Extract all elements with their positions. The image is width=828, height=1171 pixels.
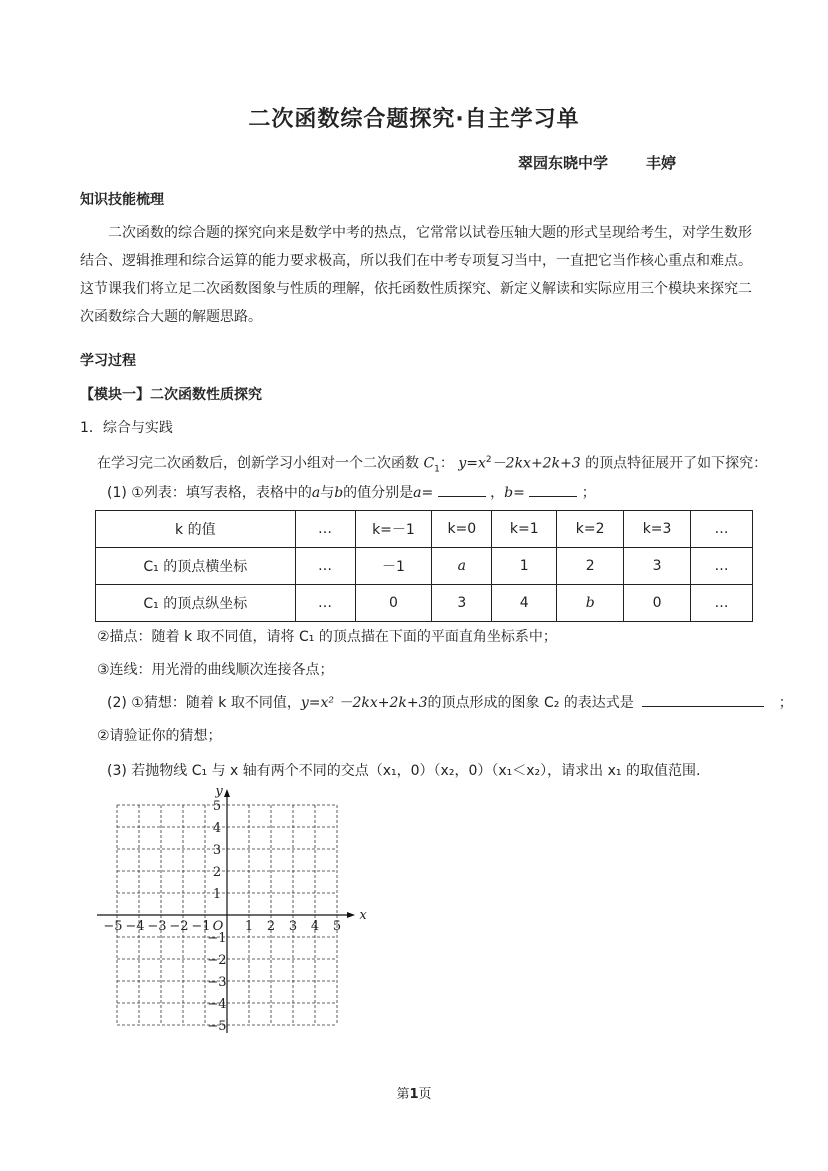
table-header-row [96,511,753,548]
var-a: a [311,485,321,501]
author-school: 翠园东晓中学 [518,154,609,172]
table-header-cell: k=2 [557,511,624,548]
question-intro [97,447,767,482]
footer-pre: 第 [396,1087,410,1102]
intro-paragraph [80,219,752,331]
table-row [96,585,753,622]
answer-blank-a[interactable] [438,482,486,497]
page-footer [0,1083,828,1102]
part1-mid: 的值分别是 [343,485,414,501]
x-tick-label: 2 [266,919,276,934]
step3-text: ③连线：用光滑的曲线顺次连接各点； [97,662,334,678]
section-heading-process: 学习过程 [80,353,136,369]
table-cell: a [432,548,492,585]
table-header-cell: k 的值 [96,511,296,548]
formula-x: =x [466,455,486,472]
x-axis-arrow [347,912,355,918]
formula-y: y [458,455,467,472]
table-cell: … [295,548,355,585]
x-tick-label: 3 [288,919,298,934]
part1-comma: ， [490,485,505,501]
answer-blank-c2[interactable] [642,692,764,707]
part2-formula: y=x² －2kx+2k+3 [300,695,428,711]
intro-colon: ： [439,455,454,472]
table-header-cell: k=3 [624,511,691,548]
x-tick-label: 1 [244,919,254,934]
step2-text: ②描点：随着 k 取不同值，请将 C₁ 的顶点描在下面的平面直角坐标系中； [97,629,557,645]
page-title: 二次函数综合题探究·自主学习单 [248,107,580,132]
intro-post: 的顶点特征展开了如下探究： [585,455,768,472]
table-cell: 2 [557,548,624,585]
y-axis-label: y [215,784,223,799]
table-header-cell: k=0 [432,511,492,548]
table-cell: 0 [624,585,691,622]
table-cell: … [691,585,753,622]
x-tick-label: 4 [310,919,320,934]
intro-pre: 在学习完二次函数后，创新学习小组对一个二次函数 [97,455,419,472]
section-heading-knowledge: 知识技能梳理 [80,192,164,208]
part2-verify: ②请验证你的猜想； [97,728,222,744]
y-tick-label: −4 [207,997,227,1012]
table-cell: 4 [492,585,557,622]
table-header-cell: k=1 [492,511,557,548]
x-tick-label: −1 [191,919,211,934]
part2-pre: (2) ①猜想：随着 k 取不同值， [107,695,301,711]
y-tick-label: 1 [212,887,222,902]
y-tick-label: −1 [207,931,227,946]
author-line [518,152,676,173]
coordinate-grid [95,775,370,1040]
footer-post: 页 [418,1087,432,1102]
part2-post: 的顶点形成的图象 C₂ 的表达式是 [427,695,634,711]
formula-exp: 2 [485,455,492,465]
page-number: 1 [409,1087,419,1102]
coordinate-grid-svg [95,775,370,1040]
table-header-cell: k=－1 [355,511,432,548]
x-axis-label: x [359,908,367,923]
part1-and: 与 [320,485,335,501]
question-title: 1．综合与实践 [80,420,173,436]
x-tick-label: 5 [332,919,342,934]
table-cell: 1 [492,548,557,585]
table-cell: －1 [355,548,432,585]
y-tick-label: 4 [212,821,222,836]
a-equals: a= [413,485,434,501]
table-cell: 3 [624,548,691,585]
table-cell: … [295,585,355,622]
y-tick-label: 2 [212,865,222,880]
table-header-cell: … [295,511,355,548]
table-cell: 0 [355,585,432,622]
answer-blank-b[interactable] [529,482,577,497]
var-b: b [334,485,344,501]
value-table [95,510,753,622]
table-cell: b [557,585,624,622]
table-cell: 3 [432,585,492,622]
part2-end: ； [778,695,793,711]
part1-end: ； [581,485,596,501]
y-tick-label: −3 [207,975,227,990]
part3-text: (3) 若抛物线 C₁ 与 x 轴有两个不同的交点（x₁，0）（x₂，0）（x₁＜x₂），请求出 x₁ 的取值范围. [107,763,701,779]
y-tick-label: −5 [207,1019,227,1034]
part1-line [107,480,596,506]
module-heading: 【模块一】二次函数性质探究 [80,387,262,403]
curve-sub: 1 [434,464,440,475]
y-axis-arrow [224,789,230,797]
x-tick-label: −2 [169,919,189,934]
curve-name: C [423,455,435,472]
table-row [96,548,753,585]
y-tick-label: 3 [212,843,222,858]
author-name: 丰婷 [646,154,677,172]
x-tick-label: −5 [103,919,123,934]
x-tick-label: −3 [147,919,167,934]
table-header-cell: … [691,511,753,548]
part2-guess [107,690,793,716]
y-tick-label: 5 [212,799,222,814]
table-cell: … [691,548,753,585]
intro-text: 二次函数的综合题的探究向来是数学中考的热点，它常常以试卷压轴大题的形式呈现给考生，对学生数形结合、逻辑推理和综合运算的能力要求极高，所以我们在中考专项复习当中，一直把它当作核心重点和难点。这节课我们将立足二次函数图象与性质的理解，依托函数性质探究、新定义解读和实际应用三个模块来探究二次函数综合大题的解题思路。 [80,225,752,325]
y-tick-label: −2 [207,953,227,968]
table-cell: C₁ 的顶点横坐标 [96,548,296,585]
origin-label: O [212,919,224,934]
formula-rest: －2kx+2k+3 [491,455,581,472]
x-tick-label: −4 [125,919,145,934]
part1-lead: (1) ①列表：填写表格，表格中的 [107,485,312,501]
b-equals: b= [504,485,525,501]
table-cell: C₁ 的顶点纵坐标 [96,585,296,622]
